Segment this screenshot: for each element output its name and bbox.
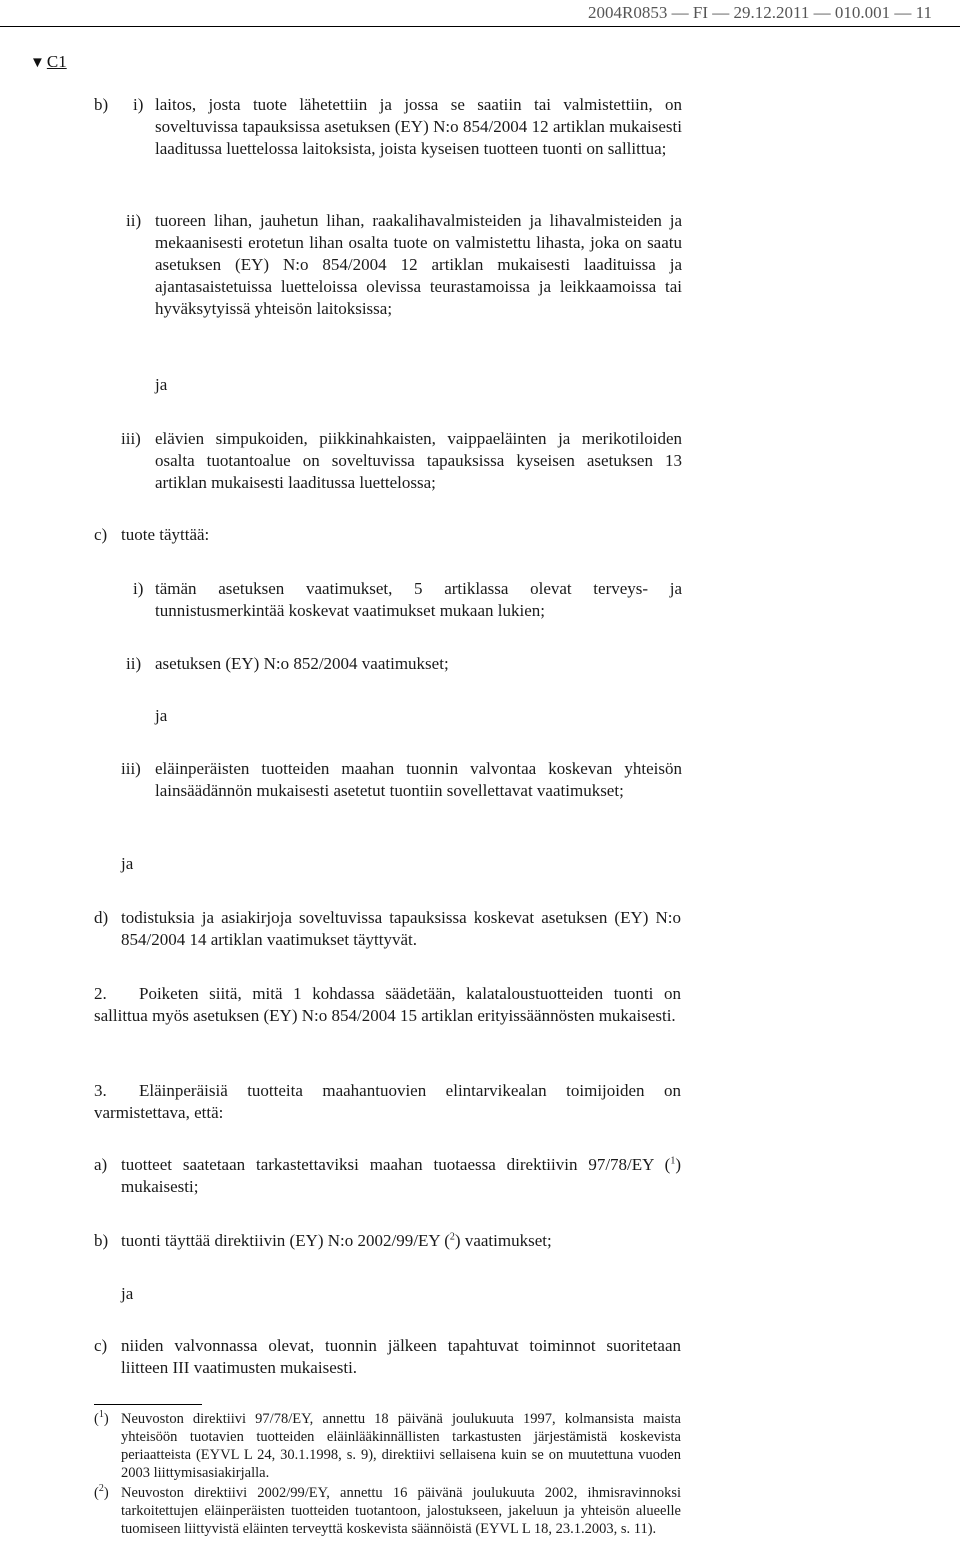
footnote-divider — [94, 1404, 202, 1405]
item-b-iii-label: iii) — [121, 429, 141, 448]
item-cd-ja: ja — [121, 854, 134, 873]
footnote-ref-1[interactable]: 1 — [670, 1155, 676, 1167]
p3-item-a-pre: tuotteet saatetaan tarkastettaviksi maahan tuotaessa direktiivin 97/78/EY ( — [121, 1155, 671, 1174]
item-b-i-text: laitos, josta tuote lähetettiin ja jossa se saatiin tai valmistettiin, on soveltuvissa tapauksissa asetuksen (EY) N:o 854/2004 12 artiklan mukaisesti laaditussa luettelossa laitoksista, joista kyseisen tuotteen tuonti on sallittua; — [155, 95, 682, 158]
item-c-i-label: i) — [133, 579, 144, 598]
p3-item-c-label: c) — [94, 1336, 108, 1355]
footnote-1-marker — [94, 1410, 109, 1428]
triangle-down-icon: ▼ — [30, 55, 45, 71]
footnote-ref-2[interactable]: 2 — [449, 1231, 455, 1243]
item-d-label: d) — [94, 908, 109, 927]
footnote-2-open: ( — [94, 1485, 99, 1501]
paragraph-2 — [94, 983, 681, 1027]
p3-item-a-post: ) mukaisesti; — [121, 1155, 681, 1196]
item-c-iii-label: iii) — [121, 759, 141, 778]
item-c-iii-text: eläinperäisten tuotteiden maahan tuonnin valvontaa koskevan yhteisön lainsäädännön mukaisesti asetetut tuontiin sovellettavat vaatimukset; — [155, 759, 682, 800]
item-c-i-text: tämän asetuksen vaatimukset, 5 artiklassa olevat terveys- ja tunnistusmerkintää koskevat vaatimukset mukaan lukien; — [155, 579, 682, 620]
p3-item-b-label: b) — [94, 1231, 109, 1250]
paragraph-2-text: Poiketen siitä, mitä 1 kohdassa säädetään, kalataloustuotteiden tuonti on sallittua myös asetuksen (EY) N:o 854/2004 15 artiklan erityissäännösten mukaisesti. — [94, 984, 681, 1025]
footnote-1-ref: 1 — [98, 1409, 104, 1421]
footnote-2-text: Neuvoston direktiivi 2002/99/EY, annettu 16 päivänä joulukuuta 2002, ihmisravinnoksi tarkoitettujen eläinperäisten tuotteiden tuotantoon, jalostukseen, jakeluun ja yhteisön alueelle tuomiseen liittyvistä eläinten terveyttä koskevista säännöistä (EYVL L 18, 23.1.2003, s. 11). — [121, 1485, 681, 1537]
footnote-2-marker — [94, 1484, 109, 1502]
footnote-1-open: ( — [94, 1411, 99, 1427]
p3-item-b-pre: tuonti täyttää direktiivin (EY) N:o 2002/99/EY ( — [121, 1231, 450, 1250]
footnote-1-text: Neuvoston direktiivi 97/78/EY, annettu 18 päivänä joulukuuta 1997, kolmansista maista yhteisöön tuotavien tuotteiden eläinlääkinnällisten tarkastusten järjestämistä koskevista periaatteista (EYVL L 24, 30.1.1998, s. 9), direktiivi sellaisena kuin se on muutettuna vuoden 2003 liittymisasiakirjalla. — [121, 1411, 681, 1481]
item-c-ja: ja — [155, 706, 168, 725]
footnote-2-close: ) — [103, 1485, 109, 1501]
paragraph-3 — [94, 1080, 681, 1124]
p3-item-a-label: a) — [94, 1155, 108, 1174]
paragraph-3-number: 3. — [94, 1081, 107, 1100]
p3-item-a-text — [121, 1154, 681, 1198]
item-c-label: c) — [94, 525, 108, 544]
footnote-2-ref: 2 — [98, 1483, 104, 1495]
item-b-ii-label: ii) — [126, 211, 142, 230]
item-b-ja: ja — [155, 375, 168, 394]
page-header — [0, 0, 960, 27]
p3-ja: ja — [121, 1284, 134, 1303]
item-c-ii-label: ii) — [126, 654, 142, 673]
header-text: 2004R0853 — FI — 29.12.2011 — 010.001 — 11 — [588, 3, 932, 22]
item-c-text: tuote täyttää: — [121, 525, 210, 544]
item-b-iii-text: elävien simpukoiden, piikkinahkaisten, vaippaeläinten ja merikotiloiden osalta tuotantoalue on soveltuvissa tapauksissa kyseisen asetuksen 13 artiklan mukaisesti laaditussa luettelossa; — [155, 429, 682, 492]
item-b-label: b) — [94, 95, 109, 114]
p3-item-b-text — [121, 1230, 681, 1252]
p3-item-c-text: niiden valvonnassa olevat, tuonnin jälkeen tapahtuvat toiminnot suoritetaan liitteen III vaatimusten mukaisesti. — [121, 1336, 681, 1377]
paragraph-2-number: 2. — [94, 984, 107, 1003]
item-c-ii-text: asetuksen (EY) N:o 852/2004 vaatimukset; — [155, 654, 449, 673]
amendment-code: C1 — [46, 52, 67, 71]
p3-item-b-post: ) vaatimukset; — [454, 1231, 552, 1250]
footnote-1-close: ) — [103, 1411, 109, 1427]
item-b-i-label: i) — [133, 95, 144, 114]
item-b-ii-text: tuoreen lihan, jauhetun lihan, raakalihavalmisteiden ja lihavalmisteiden ja mekaanisesti erotetun lihan osalta tuote on valmistettu lihasta, joka on saatu asetuksen (EY) N:o 854/2004 12 artiklan mukaisesti laadituissa ja ajantasaistetuissa luetteloissa olevissa teurastamoissa ja leikkaamoissa tai hyväksytyissä yhteisön laitoksissa; — [155, 211, 682, 318]
amendment-marker — [30, 51, 67, 74]
item-d-text: todistuksia ja asiakirjoja soveltuvissa tapauksissa koskevat asetuksen (EY) N:o 854/2004 14 artiklan vaatimukset täyttyvät. — [121, 908, 681, 949]
paragraph-3-text: Eläinperäisiä tuotteita maahantuovien elintarvikealan toimijoiden on varmistettava, että: — [94, 1081, 681, 1122]
